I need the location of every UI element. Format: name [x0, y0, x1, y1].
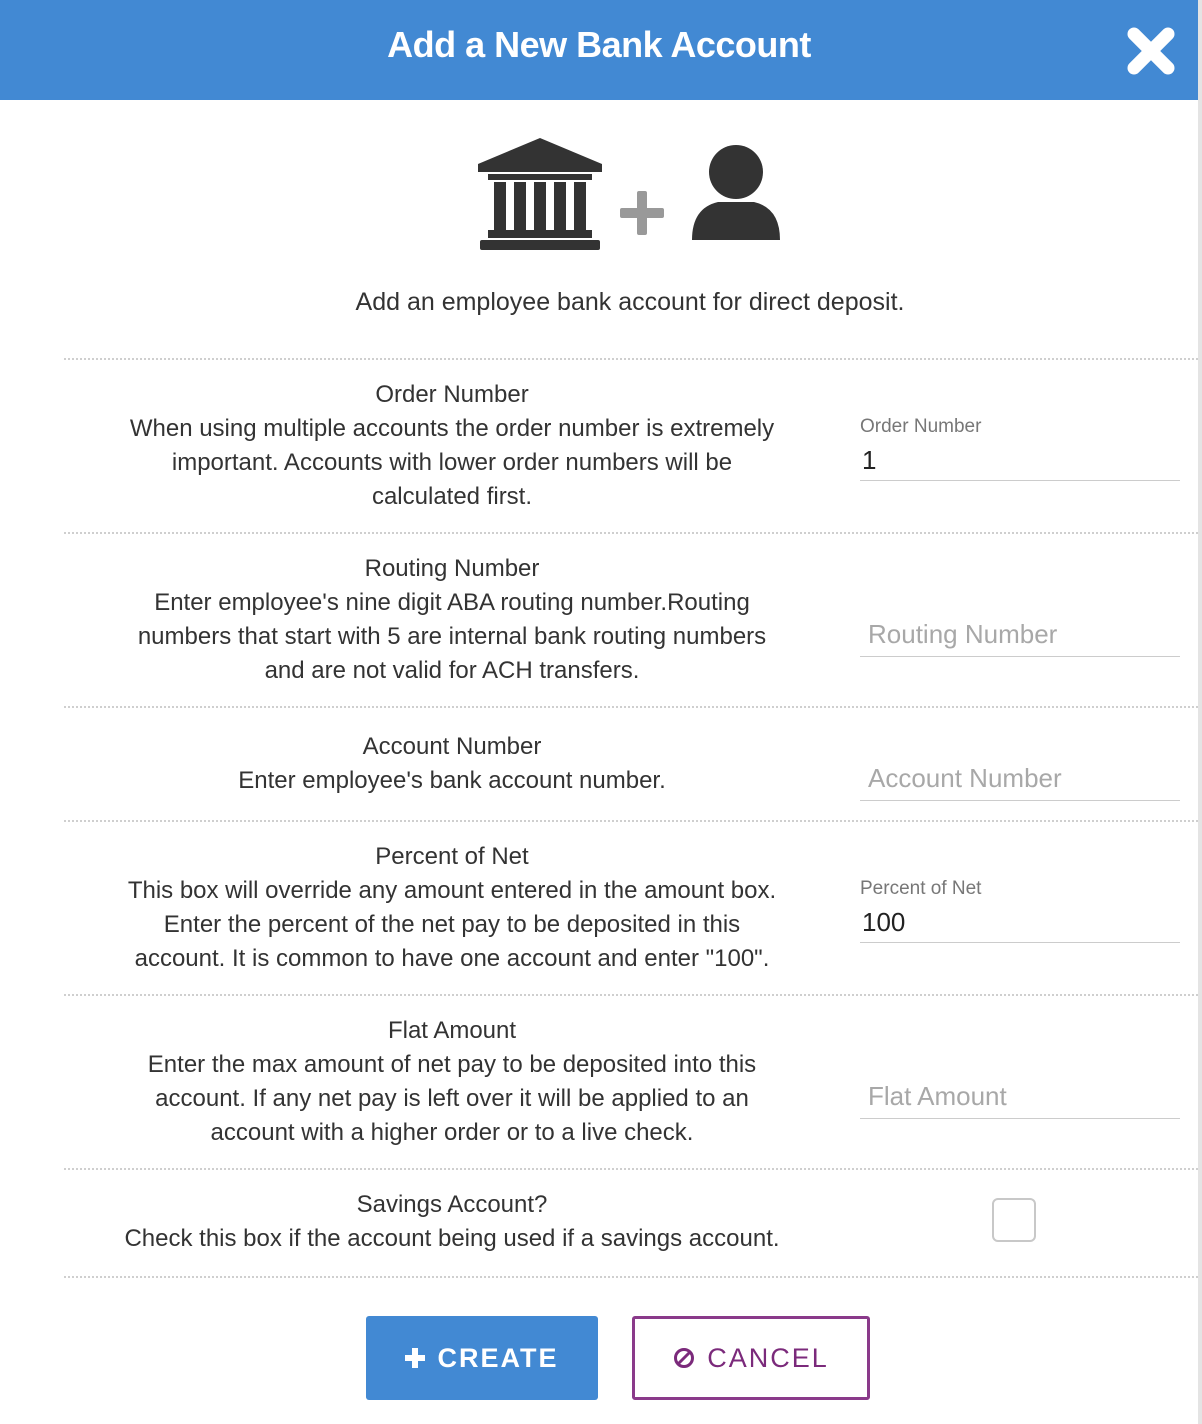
savings-account-row	[64, 1168, 1198, 1278]
account-number-input[interactable]	[866, 760, 1184, 796]
flat-amount-description	[64, 1014, 840, 1150]
percent-of-net-help-line: This box will override any amount entered in the amount box.	[127, 877, 777, 904]
intro-text: Add an employee bank account for direct deposit.	[355, 288, 905, 316]
order-number-help-line: When using multiple accounts the order number is extremely	[129, 415, 775, 442]
close-icon	[1124, 24, 1178, 78]
cancel-button[interactable]	[632, 1316, 870, 1400]
flat-amount-title: Flat Amount	[387, 1017, 517, 1044]
order-number-help-line: calculated first.	[371, 483, 533, 510]
percent-of-net-help-line: account. It is common to have one account and enter "100".	[134, 945, 770, 972]
cancel-button-label: CANCEL	[707, 1342, 829, 1373]
flat-amount-help-line: account. If any net pay is left over it will be applied to an	[155, 1085, 749, 1112]
percent-of-net-description	[64, 840, 840, 976]
ban-icon	[673, 1347, 695, 1369]
order-number-label: Order Number	[860, 416, 982, 437]
savings-account-description	[64, 1188, 840, 1256]
account-number-title: Account Number	[362, 733, 542, 760]
flat-amount-row	[64, 994, 1198, 1170]
order-number-row	[64, 358, 1198, 534]
percent-of-net-title: Percent of Net	[375, 843, 529, 870]
modal-title: Add a New Bank Account	[387, 24, 811, 65]
order-number-field	[860, 416, 1180, 481]
account-number-help-line: Enter employee's bank account number.	[238, 767, 666, 794]
order-number-input[interactable]	[860, 442, 1178, 478]
savings-account-title: Savings Account?	[356, 1191, 548, 1218]
percent-of-net-row	[64, 820, 1198, 996]
plus-icon	[405, 1348, 425, 1368]
plus-icon	[620, 191, 664, 235]
percent-of-net-input[interactable]	[860, 904, 1178, 940]
routing-number-help-line: and are not valid for ACH transfers.	[264, 657, 640, 684]
routing-number-input[interactable]	[866, 616, 1184, 652]
order-number-description	[64, 378, 840, 514]
routing-number-description	[64, 552, 840, 688]
savings-account-help-line: Check this box if the account being used if a savings account.	[124, 1225, 780, 1252]
percent-of-net-label: Percent of Net	[860, 878, 982, 899]
account-number-description	[64, 730, 840, 798]
create-button[interactable]	[366, 1316, 598, 1400]
routing-number-row	[64, 532, 1198, 708]
account-number-row	[64, 706, 1198, 822]
routing-number-help-line: numbers that start with 5 are internal bank routing numbers	[137, 623, 767, 650]
routing-number-title: Routing Number	[364, 555, 540, 582]
routing-number-field	[860, 604, 1180, 657]
flat-amount-input[interactable]	[866, 1078, 1184, 1114]
percent-of-net-help-line: Enter the percent of the net pay to be deposited in this	[163, 911, 741, 938]
percent-of-net-field	[860, 878, 1180, 943]
savings-account-checkbox[interactable]	[992, 1198, 1036, 1242]
close-button[interactable]	[1124, 24, 1178, 78]
bank-icon	[478, 138, 602, 250]
order-number-title: Order Number	[375, 381, 529, 408]
routing-number-help-line: Enter employee's nine digit ABA routing number.Routing	[154, 589, 750, 616]
user-icon	[692, 145, 780, 240]
flat-amount-field	[860, 1066, 1180, 1119]
account-number-field	[860, 748, 1180, 801]
header-illustration	[474, 138, 794, 258]
flat-amount-help-line: Enter the max amount of net pay to be deposited into this	[147, 1051, 757, 1078]
flat-amount-help-line: account with a higher order or to a live check.	[210, 1119, 694, 1146]
create-button-label: CREATE	[437, 1342, 559, 1373]
order-number-help-line: important. Accounts with lower order numbers will be	[171, 449, 733, 476]
modal-header	[0, 0, 1198, 100]
